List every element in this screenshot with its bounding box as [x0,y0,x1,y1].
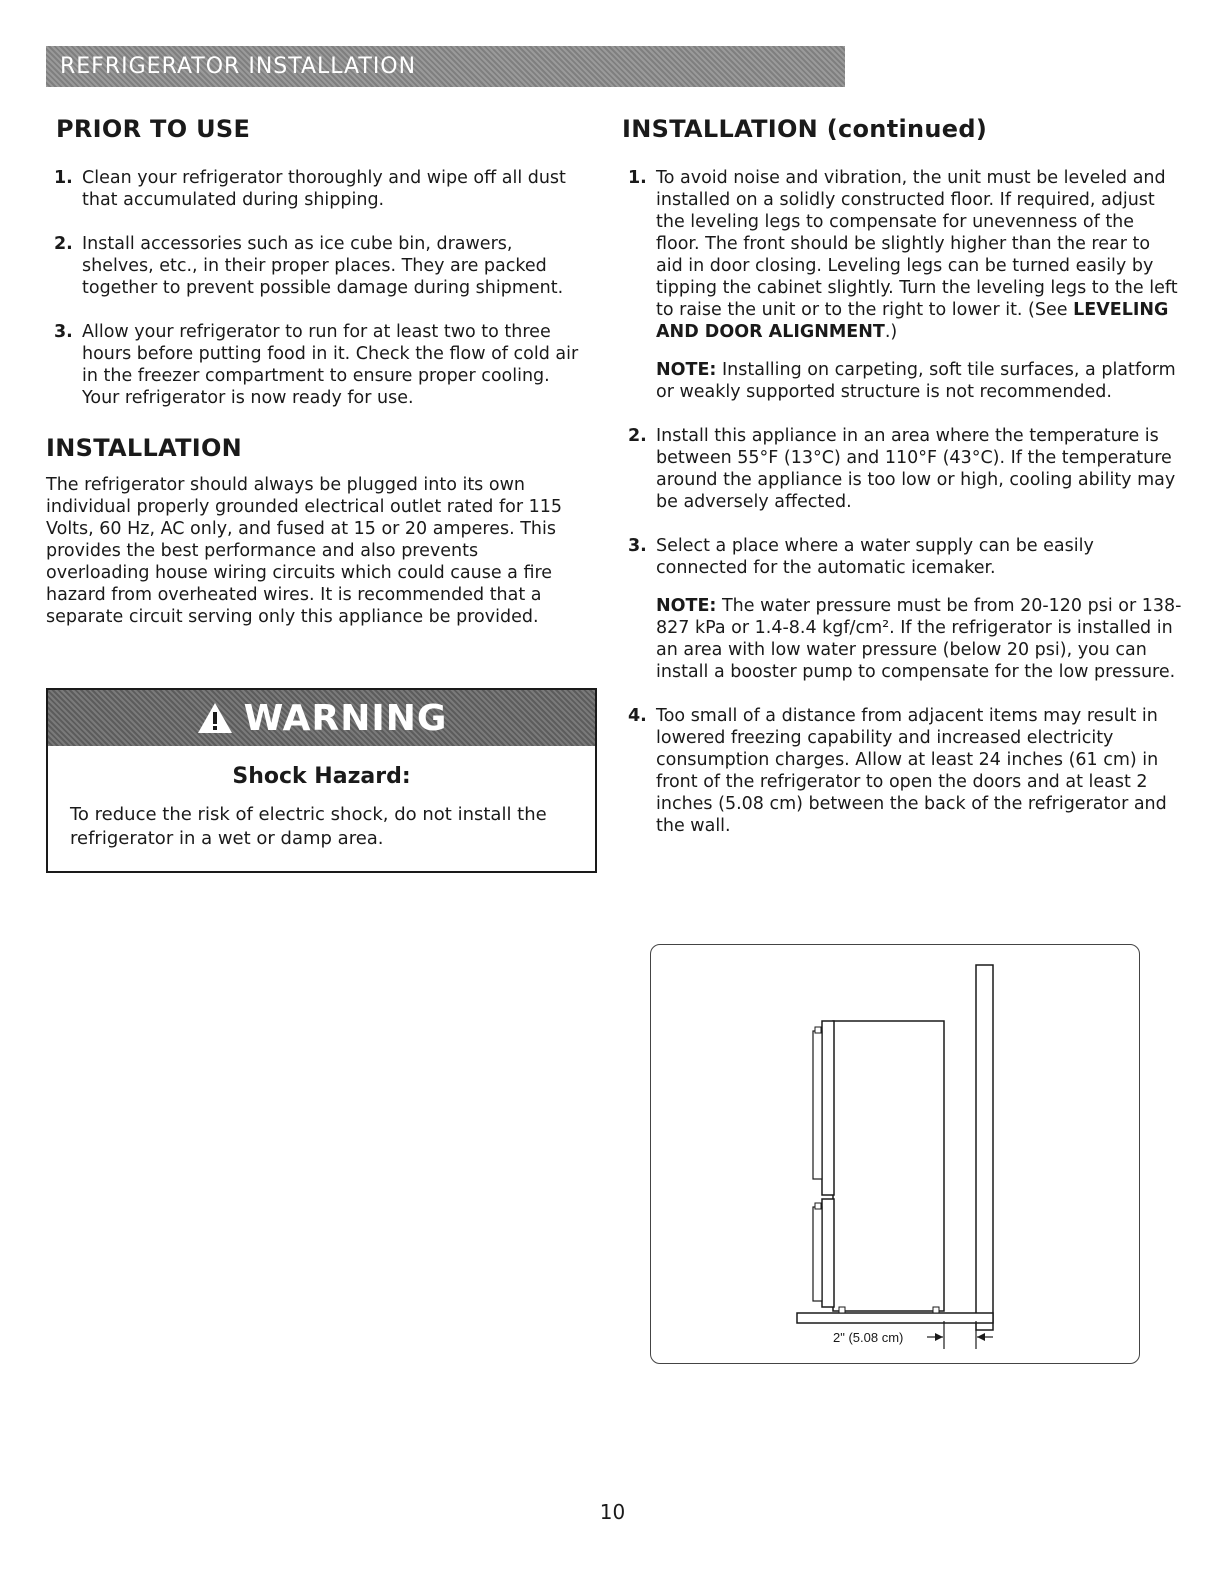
note [656,595,1182,683]
wall [976,965,993,1330]
refrigerator-side-view-illustration [651,945,1141,1365]
installation-body: The refrigerator should always be plugged into its own individual properly grounded electrical outlet rated for 115 Volts, 60 Hz, AC only, and fused at 15 or 20 amperes. This provides the best performance and also prevents overloading house wiring circuits which could cause a fire hazard from overheated wires. It is recommended that a separate circuit serving only this appliance be provided. [46,475,562,627]
step-text: To avoid noise and vibration, the unit must be leveled and installed on a solidly constructed floor. If required, adjust the leveling legs to compensate for unevenness of the floor. The front should be slightly higher than the rear to aid in door closing. Leveling legs can be turned easily by tipping the cabinet slightly. Turn the leveling legs to the left to raise the unit or to the right to lower it. (See [656,168,1178,320]
step-text: Install accessories such as ice cube bin, drawers, shelves, etc., in their proper places. They are packed together to prevent possible damage during shipment. [82,234,564,298]
step-number: 2. [628,426,647,446]
upper-handle [813,1031,822,1179]
arrow-left-icon [977,1333,985,1341]
clearance-diagram [650,944,1140,1364]
cross-reference: LEVELING AND DOOR ALIGNMENT [656,300,1169,342]
right-column [622,115,1182,859]
step-number: 3. [628,536,647,556]
refrigerator-body [833,1021,944,1311]
arrow-right-icon [935,1333,943,1341]
note-label: NOTE: [656,596,717,616]
banner-title: REFRIGERATOR INSTALLATION [60,54,417,79]
step-number: 1. [54,168,73,188]
step-text: Select a place where a water supply can be easily connected for the automatic icemaker. [656,536,1094,578]
list-item [622,705,1182,837]
clearance-label: 2" (5.08 cm) [833,1330,904,1345]
step-number: 4. [628,706,647,726]
note-label: NOTE: [656,360,717,380]
step-text-tail: .) [884,322,898,342]
floor [797,1313,993,1323]
lower-door [822,1199,834,1307]
installation-heading: INSTALLATION [46,434,243,462]
list-item [46,233,586,299]
step-text: Too small of a distance from adjacent items may result in lowered freezing capability and increased electricity consumption charges. Allow at least 24 inches (61 cm) in front of the refrigerator to open the doors and at least 2 inches (5.08 cm) between the back of the refrigerator and the wall. [656,706,1167,836]
note [656,359,1182,403]
step-text: Install this appliance in an area where the temperature is between 55°F (13°C) and 110°F (43°C). If the temperature around the appliance is too low or high, cooling ability may be adversely affected. [656,426,1176,512]
list-item [622,167,1182,403]
step-text: Clean your refrigerator thoroughly and wipe off all dust that accumulated during shipping. [82,168,566,210]
note-text: Installing on carpeting, soft tile surfaces, a platform or weakly supported structure is not recommended. [656,360,1176,402]
warning-header [48,690,595,746]
step-number: 3. [54,322,73,342]
warning-triangle-icon [196,701,234,735]
step-text: Allow your refrigerator to run for at least two to three hours before putting food in it. Check the flow of cold air in the freezer compartment to ensure proper cooling. Your refrigerator is now ready for use. [82,322,579,408]
installation-continued-heading: INSTALLATION (continued) [622,115,988,143]
prior-steps-list [46,167,586,409]
warning-box [46,688,597,873]
installation-steps-list [622,167,1182,837]
upper-door [822,1021,834,1195]
prior-to-use-heading: PRIOR TO USE [56,115,251,143]
handle-mount [815,1203,821,1209]
page-number: 10 [599,1500,626,1524]
step-number: 1. [628,168,647,188]
step-number: 2. [54,234,73,254]
list-item [46,321,586,409]
leveling-leg [839,1307,845,1313]
warning-subtitle: Shock Hazard: [232,764,411,789]
lower-handle [813,1207,822,1301]
left-column [46,115,586,628]
list-item [622,425,1182,513]
warning-body: To reduce the risk of electric shock, do not install the refrigerator in a wet or damp area. [70,804,547,849]
list-item [46,167,586,211]
list-item [622,535,1182,683]
leveling-leg [933,1307,939,1313]
section-banner [46,46,845,87]
handle-mount [815,1027,821,1033]
warning-title: WARNING [243,697,448,739]
note-text: The water pressure must be from 20-120 psi or 138-827 kPa or 1.4-8.4 kgf/cm². If the refrigerator is installed in an area with low water pressure (below 20 psi), you can install a booster pump to compensate for the low pressure. [656,596,1182,682]
